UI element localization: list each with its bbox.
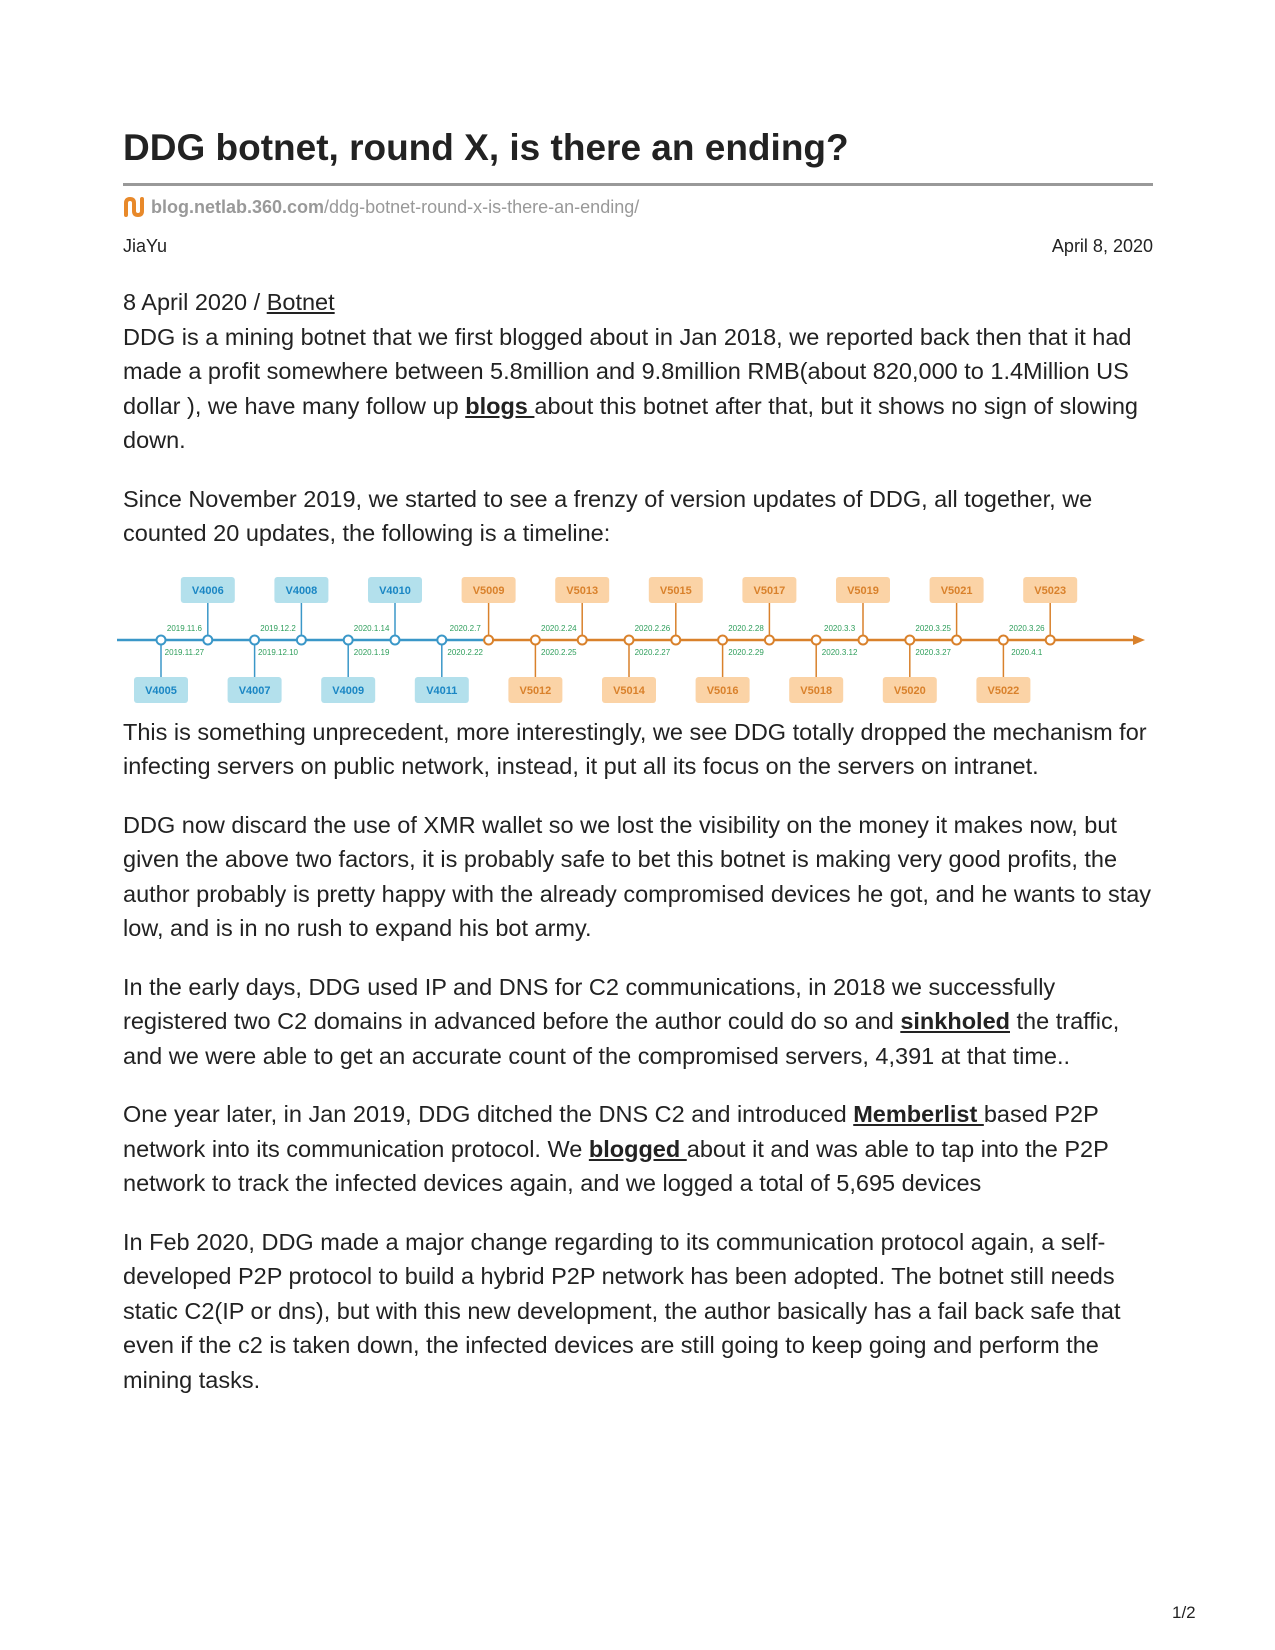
page-title: DDG botnet, round X, is there an ending? xyxy=(123,127,849,168)
paragraph-text: One year later, in Jan 2019, DDG ditched the DNS C2 and introduced xyxy=(123,1101,854,1127)
paragraph-text: based P2P network into its communication protocol. We xyxy=(123,1101,1099,1162)
timeline-node xyxy=(859,635,868,644)
blogged-link[interactable]: blogged xyxy=(588,1135,687,1162)
version-date-label: 2020.1.14 xyxy=(353,623,390,633)
version-date-label: 2020.3.12 xyxy=(821,647,858,657)
paragraph-text: the traffic, and we were able to get an accurate count of the compromised servers, 4,391 at that time.. xyxy=(123,1008,1120,1069)
version-label: V5022 xyxy=(987,684,1020,697)
paragraph-text: DDG is a mining botnet that we first blogged about in Jan 2018, we reported back then that it had made a profit somewhere between 5.8million and 9.8million RMB(about 820,000 to 1.4Million US dollar ), we have many follow up xyxy=(123,323,1132,419)
version-label: V4008 xyxy=(285,584,318,597)
version-label: V5015 xyxy=(659,584,692,597)
version-label: V5023 xyxy=(1034,584,1067,597)
timeline-node xyxy=(718,635,727,644)
version-label: V4011 xyxy=(426,684,458,697)
timeline-node xyxy=(391,635,400,644)
version-label: V4010 xyxy=(379,584,411,597)
version-label: V5020 xyxy=(893,684,926,697)
version-date-label: 2019.12.2 xyxy=(260,623,296,633)
version-date-label: 2019.11.6 xyxy=(166,623,202,633)
paragraph-7: In Feb 2020, DDG made a major change regarding to its communication protocol again, a self-developed P2P protocol to build a hybrid P2P network has been adopted. The botnet still needs static C2(IP or dns), but with this new development, the author basically has a fail back safe that even if the c2 is taken down, the infected devices are still going to keep going and perform the mining tasks. xyxy=(123,1228,1121,1393)
version-date-label: 2019.11.27 xyxy=(164,647,205,657)
version-date-label: 2020.2.28 xyxy=(728,623,764,633)
version-label: V5016 xyxy=(706,684,739,697)
version-date-label: 2020.3.3 xyxy=(824,623,856,633)
article-body xyxy=(123,285,1153,1421)
version-label: V5009 xyxy=(472,584,505,597)
timeline-arrow-icon xyxy=(1133,635,1145,645)
timeline-node xyxy=(203,635,212,644)
timeline-node xyxy=(344,635,353,644)
version-date-label: 2020.4.1 xyxy=(1011,647,1043,657)
timeline-node xyxy=(999,635,1008,644)
source-link[interactable] xyxy=(123,196,639,218)
paragraph-text: In the early days, DDG used IP and DNS for C2 communications, in 2018 we successfully registered two C2 domains in advanced before the author could do so and xyxy=(123,973,1056,1034)
version-label: V5013 xyxy=(566,584,599,597)
version-timeline-figure xyxy=(117,565,1147,715)
timeline-node xyxy=(250,635,259,644)
source-domain: blog.netlab.360.com xyxy=(151,196,325,217)
paragraph-3: This is something unprecedent, more interestingly, we see DDG totally dropped the mechanism for infecting servers on public network, instead, it put all its focus on the servers on intranet. xyxy=(123,718,1147,779)
version-date-label: 2020.3.27 xyxy=(915,647,951,657)
paragraph-text: about it and was able to tap into the P2P network to track the infected devices again, and we logged a total of 5,695 devices xyxy=(123,1135,1109,1196)
memberlist-link[interactable]: Memberlist xyxy=(853,1101,984,1127)
timeline-node xyxy=(1046,635,1055,644)
paragraph-1 xyxy=(123,320,1153,458)
byline xyxy=(123,236,1153,257)
version-label: V5018 xyxy=(800,684,833,697)
sinkholed-link[interactable]: sinkholed xyxy=(900,1008,1010,1034)
paragraph-2: Since November 2019, we started to see a frenzy of version updates of DDG, all together, we counted 20 updates, the following is a timeline: xyxy=(123,485,1093,546)
paragraph-6 xyxy=(123,1097,1153,1201)
version-date-label: 2020.3.25 xyxy=(915,623,951,633)
source-path: /ddg-botnet-round-x-is-there-an-ending/ xyxy=(324,196,640,217)
timeline-node xyxy=(671,635,680,644)
version-date-label: 2020.1.19 xyxy=(353,647,390,657)
timeline-node xyxy=(625,635,634,644)
page-number: 1/2 xyxy=(1172,1603,1196,1622)
author: JiaYu xyxy=(123,236,168,256)
post-meta xyxy=(123,285,1153,320)
version-label: V4007 xyxy=(238,684,271,697)
timeline-node xyxy=(437,635,446,644)
version-date-label: 2020.2.27 xyxy=(634,647,671,657)
version-date-label: 2020.2.25 xyxy=(541,647,577,657)
timeline-node xyxy=(905,635,914,644)
timeline-node xyxy=(484,635,493,644)
timeline-node xyxy=(531,635,540,644)
version-date-label: 2020.2.26 xyxy=(634,623,671,633)
version-label: V5017 xyxy=(753,584,786,597)
paragraph-4: DDG now discard the use of XMR wallet so we lost the visibility on the money it makes now, but given the above two factors, it is probably safe to bet this botnet is making very good profits, the author probably is pretty happy with the already compromised devices he got, and he wants to stay low, and is in no rush to expand his bot army. xyxy=(123,811,1152,941)
timeline-node xyxy=(765,635,774,644)
timeline-node xyxy=(812,635,821,644)
version-label: V5021 xyxy=(940,584,973,597)
post-date: 8 April 2020 / xyxy=(123,289,267,315)
blogs-link[interactable]: blogs xyxy=(465,392,535,419)
title-divider xyxy=(123,183,1153,186)
version-date-label: 2020.2.22 xyxy=(447,647,483,657)
paragraph-5 xyxy=(123,970,1153,1074)
category-link[interactable]: Botnet xyxy=(266,289,335,315)
version-date-label: 2020.3.26 xyxy=(1009,623,1045,633)
version-label: V5014 xyxy=(613,684,645,697)
paragraph-text: about this botnet after that, but it shows no sign of slowing down. xyxy=(123,392,1138,453)
version-date-label: 2019.12.10 xyxy=(257,647,299,657)
version-label: V5012 xyxy=(519,684,552,697)
netlab-logo-icon xyxy=(123,196,145,218)
timeline-node xyxy=(578,635,587,644)
version-date-label: 2020.2.24 xyxy=(541,623,577,633)
timeline-node xyxy=(157,635,166,644)
version-label: V4005 xyxy=(145,684,177,697)
version-label: V4006 xyxy=(191,584,224,597)
timeline-node xyxy=(952,635,961,644)
version-date-label: 2020.2.7 xyxy=(449,623,481,633)
version-label: V4009 xyxy=(332,684,365,697)
timeline-node xyxy=(297,635,306,644)
version-date-label: 2020.2.29 xyxy=(728,647,764,657)
version-label: V5019 xyxy=(847,584,879,597)
publish-date: April 8, 2020 xyxy=(1051,236,1153,256)
